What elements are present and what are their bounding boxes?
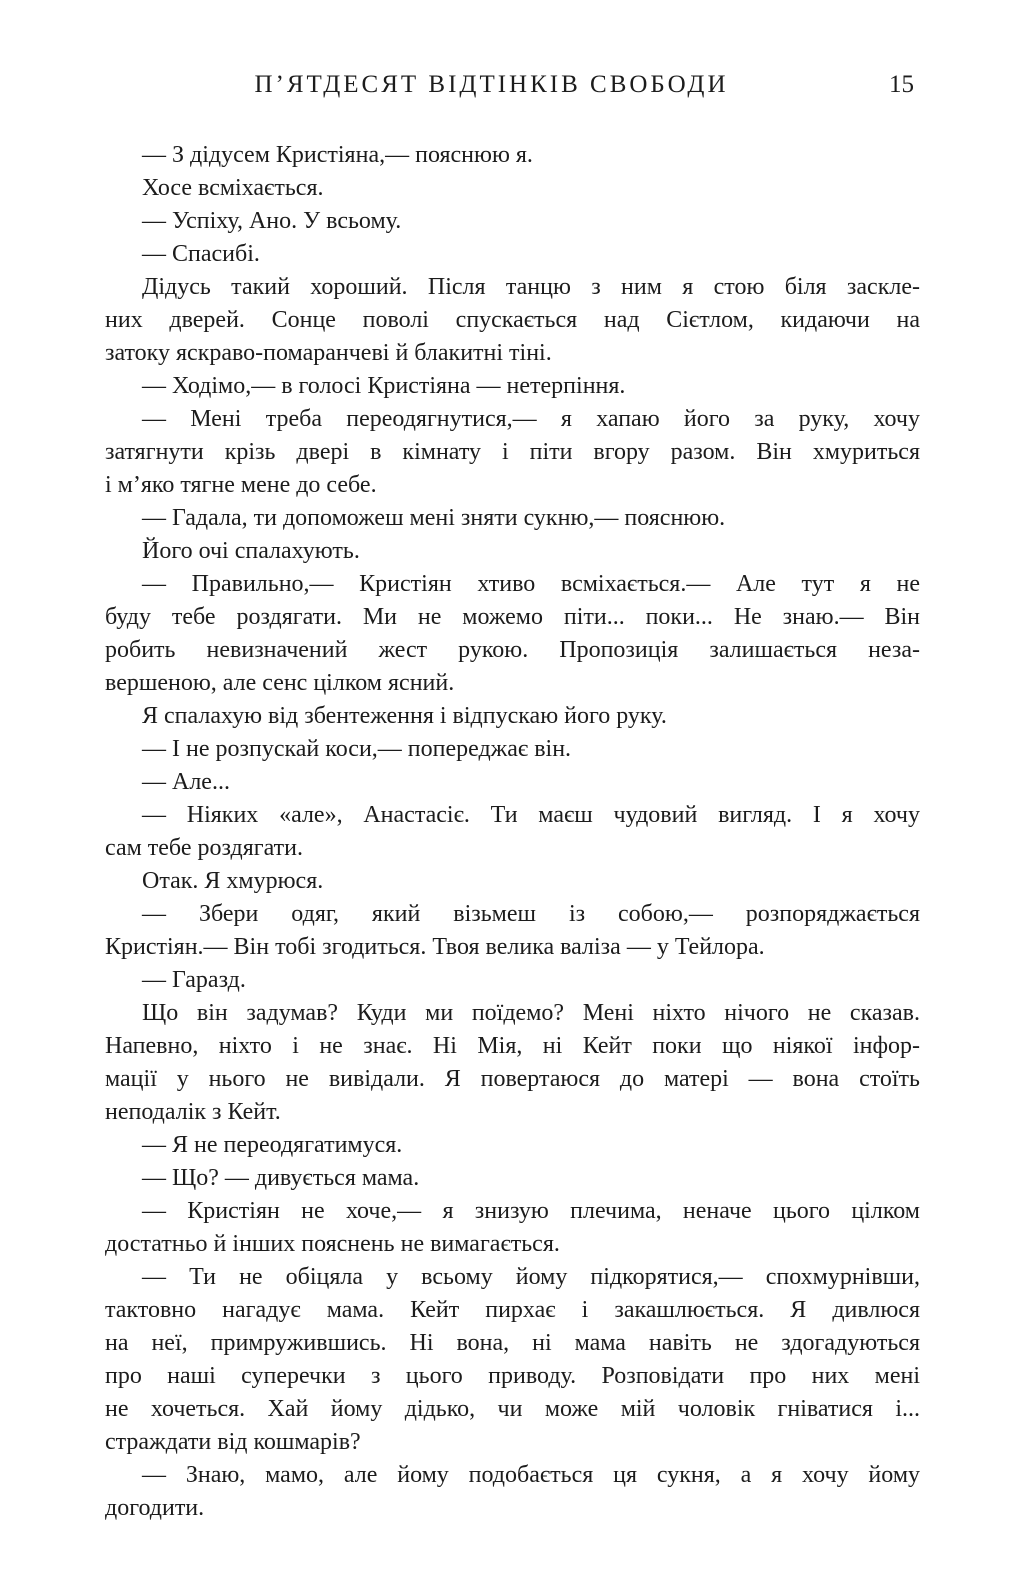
text-line: — Спасибі. [142, 241, 260, 267]
text-line: — Мені треба переодягнутися,— я хапаю його за руку, хочу [142, 406, 920, 432]
text-line: — Ходімо,— в голосі Кристіяна — нетерпіння. [142, 373, 626, 399]
text-line: — З дідусем Кристіяна,— пояснюю я. [142, 142, 533, 168]
text-line: достатньо й інших пояснень не вимагається. [105, 1231, 560, 1257]
text-line: Дідусь такий хороший. Після танцю з ним я стою біля заскле- [142, 274, 920, 300]
text-line: — Кристіян не хоче,— я знизую плечима, неначе цього цілком [142, 1198, 920, 1224]
text-line: затоку яскраво-помаранчеві й блакитні тіні. [105, 340, 552, 366]
text-line: затягнути крізь двері в кімнату і піти вгору разом. Він хмуриться [105, 439, 920, 465]
text-line: буду тебе роздягати. Ми не можемо піти... поки... Не знаю.— Він [105, 604, 920, 630]
text-line: Отак. Я хмурюся. [142, 868, 324, 894]
text-line: неподалік з Кейт. [105, 1099, 281, 1125]
text-line: Кристіян.— Він тобі згодиться. Твоя велика валіза — у Тейлора. [105, 934, 765, 960]
text-line: — Успіху, Ано. У всьому. [142, 208, 402, 234]
text-line: — І не розпускай коси,— попереджає він. [142, 736, 572, 762]
page-header [105, 70, 920, 103]
text-line: Хосе всміхається. [142, 175, 324, 201]
text-line: — Ти не обіцяла у всьому йому підкорятися,— спохмурнівши, [142, 1264, 920, 1290]
text-line: — Знаю, мамо, але йому подобається ця сукня, а я хочу йому [142, 1462, 920, 1488]
text-line: — Але... [142, 769, 230, 795]
text-line: них дверей. Сонце поволі спускається над Сієтлом, кидаючи на [105, 307, 920, 333]
text-line: — Я не переодягатимуся. [142, 1132, 403, 1158]
text-line: Що він задумав? Куди ми поїдемо? Мені ніхто нічого не сказав. [142, 1000, 920, 1026]
text-line: про наші суперечки з цього приводу. Розповідати про них мені [105, 1363, 920, 1389]
text-line: — Ніяких «але», Анастасіє. Ти маєш чудовий вигляд. І я хочу [142, 802, 920, 828]
running-title: П’ЯТДЕСЯТ ВІДТІНКІВ СВОБОДИ [254, 71, 729, 98]
text-line: не хочеться. Хай йому дідько, чи може мій чоловік гніватися і... [105, 1396, 920, 1422]
text-line: догодити. [105, 1495, 205, 1521]
text-line: — Гаразд. [142, 967, 246, 993]
text-line: — Правильно,— Кристіян хтиво всміхається.— Але тут я не [142, 571, 920, 597]
page-number: 15 [889, 71, 914, 98]
text-line: мації у нього не вивідали. Я повертаюся до матері — вона стоїть [105, 1066, 920, 1092]
text-line: — Гадала, ти допоможеш мені зняти сукню,— пояснюю. [142, 505, 726, 531]
text-line: страждати від кошмарів? [105, 1429, 361, 1455]
text-line: — Що? — дивується мама. [142, 1165, 420, 1191]
text-line: Я спалахую від збентеження і відпускаю його руку. [142, 703, 667, 729]
text-line: робить невизначений жест рукою. Пропозиція залишається неза- [105, 637, 920, 663]
text-line: — Збери одяг, який візьмеш із собою,— розпоряджається [142, 901, 920, 927]
text-line: тактовно нагадує мама. Кейт пирхає і закашлюється. Я дивлюся [105, 1297, 920, 1323]
text-line: сам тебе роздягати. [105, 835, 303, 861]
text-line: і м’яко тягне мене до себе. [105, 472, 377, 498]
book-text [105, 139, 920, 1525]
text-line: вершеною, але сенс цілком ясний. [105, 670, 455, 696]
text-line: на неї, примружившись. Ні вона, ні мама навіть не здогадуються [105, 1330, 920, 1356]
text-line: Його очі спалахують. [142, 538, 360, 564]
text-line: Напевно, ніхто і не знає. Ні Мія, ні Кейт поки що ніякої інфор- [105, 1033, 920, 1059]
